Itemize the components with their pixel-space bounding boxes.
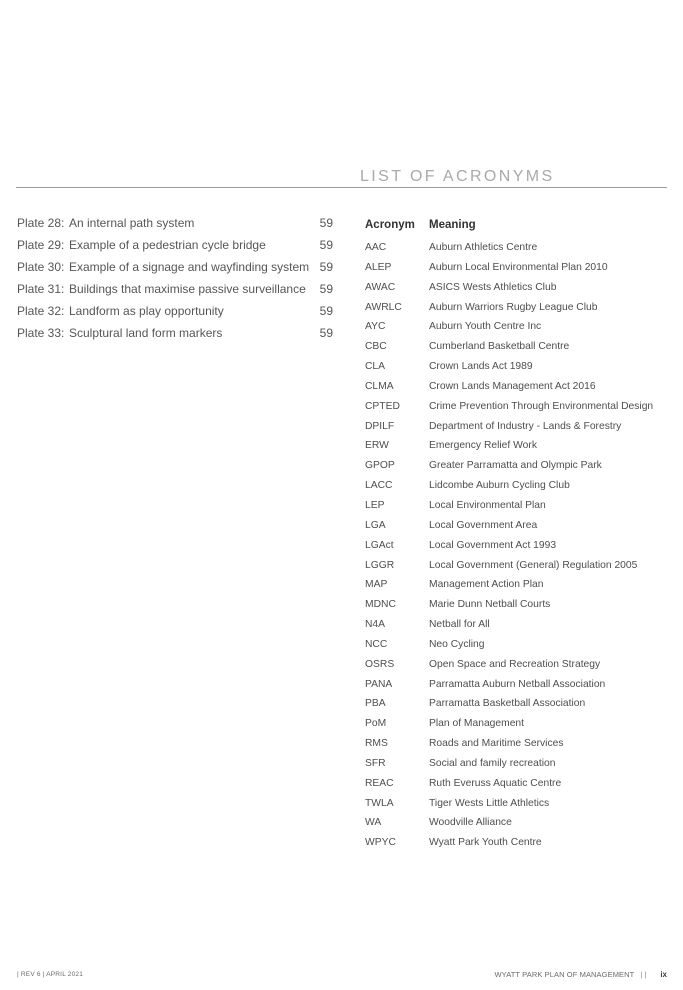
acronym-code: GPOP	[365, 460, 395, 472]
acronym-row	[365, 258, 667, 278]
acronym-meaning: Auburn Local Environmental Plan 2010	[429, 261, 608, 273]
acronym-meaning: Local Government (General) Regulation 2005	[429, 559, 638, 571]
plate-page-number: 59	[319, 238, 333, 252]
acronym-meaning: Crown Lands Act 1989	[429, 361, 533, 373]
acronym-row	[365, 377, 667, 397]
acronym-code: CBC	[365, 341, 387, 353]
plate-page-number: 59	[319, 282, 333, 296]
acronym-code: MDNC	[365, 599, 396, 611]
acronym-row	[365, 833, 667, 853]
acronym-meaning: Auburn Athletics Centre	[429, 242, 538, 253]
acronym-meaning: Social and family recreation	[429, 757, 556, 769]
plate-number: Plate 33:	[17, 326, 65, 340]
plate-page-number: 59	[319, 216, 333, 230]
acronym-row	[365, 516, 667, 536]
acronym-row	[365, 238, 667, 258]
plate-title: An internal path system	[69, 216, 195, 230]
plate-number: Plate 29:	[17, 238, 65, 252]
acronym-row	[365, 813, 667, 833]
acronym-row	[365, 575, 667, 595]
acronym-row	[365, 357, 667, 377]
footer-document-name: WYATT PARK PLAN OF MANAGEMENT	[494, 970, 635, 979]
acronym-code: WPYC	[365, 837, 396, 849]
meaning-column-header: Meaning	[429, 219, 476, 231]
acronym-row	[365, 635, 667, 655]
acronym-meaning: Ruth Everuss Aquatic Centre	[429, 777, 562, 789]
acronym-code: AAC	[365, 242, 387, 253]
acronym-table-header	[365, 219, 665, 239]
plate-item[interactable]	[17, 279, 335, 301]
acronym-meaning: Lidcombe Auburn Cycling Club	[429, 480, 570, 492]
acronym-meaning: Roads and Maritime Services	[429, 738, 564, 750]
acronym-code: CLA	[365, 361, 386, 373]
acronym-meaning: Woodville Alliance	[429, 817, 512, 829]
acronym-meaning: Parramatta Auburn Netball Association	[429, 678, 606, 690]
acronym-row	[365, 794, 667, 814]
plate-item[interactable]	[17, 301, 335, 323]
acronym-meaning: Marie Dunn Netball Courts	[429, 599, 551, 611]
acronym-table	[365, 238, 667, 853]
acronym-meaning: ASICS Wests Athletics Club	[429, 281, 557, 293]
acronym-code: AWAC	[365, 281, 396, 293]
section-title: LIST OF ACRONYMS	[360, 168, 555, 185]
footer-separators: | |	[640, 970, 647, 979]
acronym-row	[365, 556, 667, 576]
acronym-code: SFR	[365, 757, 386, 769]
acronym-code: ERW	[365, 440, 389, 452]
acronym-code: REAC	[365, 777, 394, 789]
acronym-row	[365, 317, 667, 337]
plate-number: Plate 31:	[17, 282, 65, 296]
plate-number: Plate 32:	[17, 304, 65, 318]
acronym-code: DPILF	[365, 420, 395, 432]
acronym-row	[365, 734, 667, 754]
plate-title: Landform as play opportunity	[69, 304, 224, 318]
plate-item[interactable]	[17, 213, 335, 235]
footer-page-number: ix	[660, 970, 667, 979]
acronym-code: LGGR	[365, 559, 395, 571]
acronym-row	[365, 476, 667, 496]
acronym-row	[365, 694, 667, 714]
acronym-meaning: Neo Cycling	[429, 638, 485, 650]
acronym-code: N4A	[365, 619, 386, 631]
acronym-code: CPTED	[365, 400, 400, 412]
plate-page-number: 59	[319, 326, 333, 340]
acronym-meaning: Auburn Youth Centre Inc	[429, 321, 542, 333]
acronym-meaning: Open Space and Recreation Strategy	[429, 658, 601, 670]
acronym-meaning: Greater Parramatta and Olympic Park	[429, 460, 602, 472]
plate-page-number: 59	[319, 260, 333, 274]
acronym-code: LACC	[365, 480, 393, 492]
plate-title: Buildings that maximise passive surveillance	[69, 282, 306, 296]
acronym-row	[365, 298, 667, 318]
acronym-code: TWLA	[365, 797, 394, 809]
plate-title: Example of a signage and wayfinding system	[69, 260, 310, 274]
acronym-row	[365, 615, 667, 635]
acronym-code: MAP	[365, 579, 388, 591]
plate-title: Example of a pedestrian cycle bridge	[69, 238, 266, 252]
acronym-row	[365, 714, 667, 734]
footer-revision: | REV 6 | APRIL 2021	[17, 971, 84, 978]
acronym-row	[365, 278, 667, 298]
acronym-row	[365, 417, 667, 437]
acronym-meaning: Department of Industry - Lands & Forestry	[429, 420, 622, 432]
acronym-code: NCC	[365, 638, 388, 650]
acronym-code: WA	[365, 817, 382, 829]
acronym-row	[365, 536, 667, 556]
acronym-meaning: Crime Prevention Through Environmental Design	[429, 400, 654, 412]
acronym-meaning: Local Government Act 1993	[429, 539, 557, 551]
plate-item[interactable]	[17, 323, 335, 345]
plate-page-number: 59	[319, 304, 333, 318]
acronym-meaning: Management Action Plan	[429, 579, 544, 591]
acronym-meaning: Crown Lands Management Act 2016	[429, 380, 596, 392]
acronym-meaning: Parramatta Basketball Association	[429, 698, 586, 710]
acronym-row	[365, 337, 667, 357]
acronym-code: LEP	[365, 499, 385, 511]
plate-item[interactable]	[17, 257, 335, 279]
acronym-meaning: Local Environmental Plan	[429, 499, 546, 511]
plate-item[interactable]	[17, 235, 335, 257]
acronym-row	[365, 595, 667, 615]
acronym-meaning: Cumberland Basketball Centre	[429, 341, 570, 353]
acronym-code: OSRS	[365, 658, 395, 670]
acronym-row	[365, 754, 667, 774]
acronym-meaning: Netball for All	[429, 619, 490, 631]
plate-number: Plate 30:	[17, 260, 65, 274]
acronym-code: ALEP	[365, 261, 392, 273]
acronym-meaning: Emergency Relief Work	[429, 440, 537, 452]
acronym-row	[365, 397, 667, 417]
acronym-meaning: Local Government Area	[429, 519, 538, 531]
acronym-code: LGA	[365, 519, 386, 531]
acronym-code: PANA	[365, 678, 393, 690]
acronym-code: AWRLC	[365, 301, 402, 313]
acronym-code: RMS	[365, 738, 388, 750]
acronym-meaning: Plan of Management	[429, 718, 525, 730]
acronym-code: PBA	[365, 698, 386, 710]
acronym-code: PoM	[365, 718, 387, 730]
acronym-column-header: Acronym	[365, 219, 415, 231]
acronym-row	[365, 496, 667, 516]
title-divider	[16, 187, 667, 188]
plate-title: Sculptural land form markers	[69, 326, 223, 340]
acronym-meaning: Wyatt Park Youth Centre	[429, 837, 542, 849]
acronym-code: AYC	[365, 321, 386, 333]
plates-list	[17, 213, 335, 345]
acronym-row	[365, 774, 667, 794]
plate-number: Plate 28:	[17, 216, 65, 230]
acronym-meaning: Auburn Warriors Rugby League Club	[429, 301, 598, 313]
acronym-code: CLMA	[365, 380, 394, 392]
acronym-row	[365, 456, 667, 476]
acronym-meaning: Tiger Wests Little Athletics	[429, 797, 550, 809]
acronym-row	[365, 675, 667, 695]
footer-document-info	[494, 970, 667, 979]
acronym-row	[365, 655, 667, 675]
acronym-row	[365, 436, 667, 456]
acronym-code: LGAct	[365, 539, 394, 551]
